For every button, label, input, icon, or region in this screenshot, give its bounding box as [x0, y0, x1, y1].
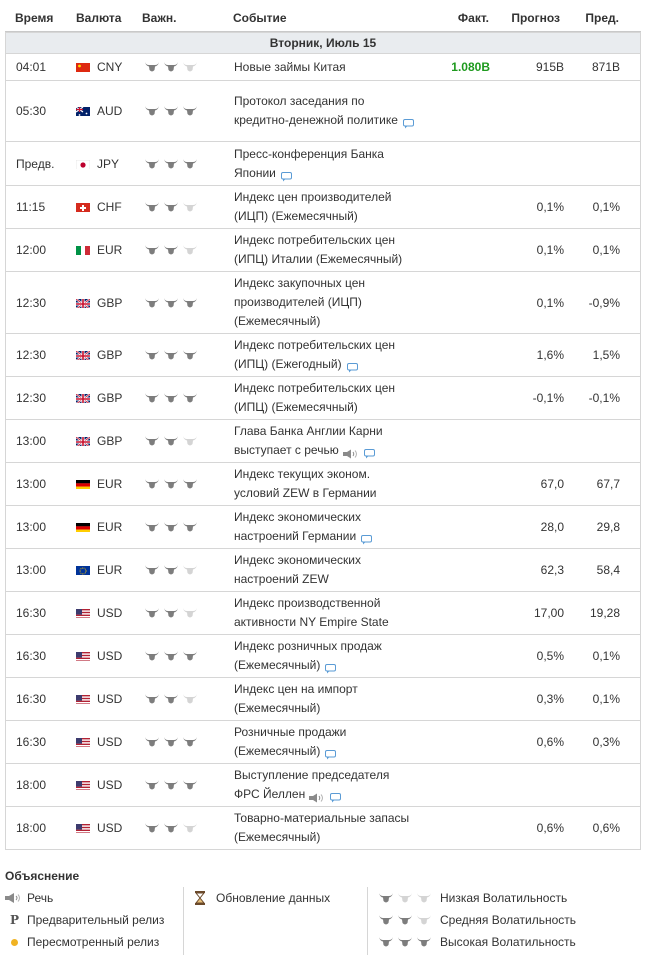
bull-icon — [163, 435, 179, 447]
event-cell — [226, 806, 416, 850]
legend-preliminary — [5, 909, 183, 931]
event-cell — [226, 185, 416, 229]
header-importance[interactable]: Важн. — [142, 11, 177, 25]
event-name[interactable]: Индекс потребительских цен (ИПЦ) (Ежемесячный) — [234, 381, 396, 414]
event-forecast: 67,0 — [540, 477, 564, 491]
bull-icon — [144, 478, 160, 490]
gb-flag-icon — [76, 298, 90, 308]
currency-code: JPY — [97, 156, 120, 171]
event-cell — [226, 55, 416, 80]
legend-high-volatility — [378, 931, 576, 953]
importance-bulls — [134, 521, 226, 533]
event-name[interactable]: Индекс закупочных цен производителей (ИЦП) (Ежемесячный) — [234, 276, 365, 328]
bull-icon — [144, 297, 160, 309]
importance-bulls — [134, 650, 226, 662]
event-name[interactable]: Пресс-конференция Банка Японии — [234, 146, 384, 180]
event-previous: 67,7 — [596, 477, 620, 491]
bull-icon — [144, 779, 160, 791]
comment-bubble-icon[interactable] — [361, 532, 372, 541]
us-flag-icon — [76, 823, 90, 833]
bull-icon — [163, 244, 179, 256]
event-previous: -0,1% — [588, 391, 620, 405]
importance-bulls — [134, 779, 226, 791]
bull-icon — [182, 564, 198, 576]
event-time: 16:30 — [16, 692, 47, 706]
bull-icon — [182, 201, 198, 213]
event-cell — [226, 271, 416, 334]
bull-icon — [144, 650, 160, 662]
legend-speech-label: Речь — [27, 891, 54, 905]
bull-icon — [182, 158, 198, 170]
event-name[interactable]: Индекс экономических настроений ZEW — [234, 553, 361, 586]
event-previous: 0,1% — [592, 243, 620, 257]
importance-bulls — [134, 564, 226, 576]
event-cell — [226, 228, 416, 272]
event-cell — [226, 462, 416, 506]
event-name[interactable]: Товарно-материальные запасы (Ежемесячный) — [234, 811, 410, 844]
bull-icon — [144, 693, 160, 705]
event-cell — [226, 505, 416, 549]
us-flag-icon — [76, 694, 90, 704]
bull-icon — [144, 435, 160, 447]
economic-calendar — [5, 5, 641, 850]
currency-code: USD — [97, 821, 123, 835]
legend-data-update — [194, 887, 367, 909]
importance-bulls — [134, 244, 226, 256]
legend — [5, 865, 641, 955]
bull-icon — [144, 564, 160, 576]
bull-icon — [397, 936, 413, 948]
event-currency — [64, 391, 134, 405]
event-name[interactable]: Индекс производственной активности NY Empire State — [234, 596, 389, 629]
bull-icon — [163, 349, 179, 361]
us-flag-icon — [76, 608, 90, 618]
table-row[interactable] — [6, 54, 640, 81]
event-currency — [64, 200, 134, 214]
table-row[interactable] — [6, 81, 640, 142]
event-name[interactable]: Индекс цен производителей (ИЦП) (Ежемесячный) — [234, 190, 392, 223]
event-previous: 19,28 — [589, 606, 620, 620]
header-previous[interactable]: Пред. — [585, 11, 619, 25]
importance-bulls — [134, 349, 226, 361]
bull-icon — [182, 822, 198, 834]
currency-code: CHF — [97, 200, 122, 214]
table-row[interactable] — [6, 272, 640, 334]
event-cell — [226, 142, 416, 186]
bull-icon — [163, 822, 179, 834]
cn-flag-icon — [76, 62, 90, 72]
bull-icon — [182, 779, 198, 791]
legend-revised — [5, 931, 183, 953]
table-row[interactable] — [6, 807, 640, 850]
bull-icon — [163, 607, 179, 619]
event-name[interactable]: Протокол заседания по кредитно-денежной политике — [234, 94, 398, 127]
importance-bulls — [134, 201, 226, 213]
currency-code: GBP — [97, 434, 123, 448]
event-time: 12:30 — [16, 391, 47, 405]
bull-icon — [416, 892, 432, 904]
bull-icon — [163, 392, 179, 404]
event-previous: 0,1% — [592, 692, 620, 706]
event-time: 12:30 — [16, 295, 47, 310]
bull-icon — [182, 244, 198, 256]
event-forecast: 62,3 — [540, 563, 564, 577]
importance-bulls — [134, 105, 226, 117]
jp-flag-icon — [76, 159, 90, 169]
event-time: 16:30 — [16, 606, 47, 620]
currency-code: CNY — [97, 60, 123, 74]
mid-volatility-bulls-icon — [378, 914, 440, 926]
table-row[interactable] — [6, 142, 640, 186]
event-forecast: 1,6% — [536, 348, 564, 362]
gb-flag-icon — [76, 436, 90, 446]
table-row[interactable] — [6, 678, 640, 721]
event-time: 04:01 — [16, 60, 47, 74]
eu-flag-icon — [76, 565, 90, 575]
legend-low-volatility — [378, 887, 576, 909]
currency-code: EUR — [97, 243, 123, 257]
comment-bubble-icon[interactable] — [364, 446, 375, 455]
event-forecast: 17,00 — [533, 606, 564, 620]
bull-icon — [144, 822, 160, 834]
event-time: 12:00 — [16, 243, 47, 257]
currency-code: USD — [97, 735, 123, 749]
bull-icon — [182, 650, 198, 662]
event-currency — [64, 477, 134, 491]
event-name[interactable]: Глава Банка Англии Карни выступает с речью — [234, 424, 383, 457]
importance-bulls — [134, 61, 226, 73]
event-time: 16:30 — [16, 649, 47, 663]
event-cell — [226, 89, 416, 133]
comment-bubble-icon[interactable] — [347, 360, 358, 369]
event-cell — [226, 634, 416, 678]
event-forecast: -0,1% — [532, 391, 564, 405]
header-forecast[interactable]: Прогноз — [511, 11, 560, 25]
table-row[interactable] — [6, 721, 640, 764]
legend-low-volatility-label: Низкая Волатильность — [440, 891, 568, 905]
event-time: 13:00 — [16, 520, 47, 534]
bull-icon — [163, 564, 179, 576]
bull-icon — [182, 478, 198, 490]
importance-bulls — [134, 297, 226, 309]
bull-icon — [182, 61, 198, 73]
bull-icon — [144, 201, 160, 213]
high-volatility-bulls-icon — [378, 936, 440, 948]
event-time: 11:15 — [16, 200, 46, 214]
hourglass-icon — [194, 891, 216, 905]
event-name[interactable]: Розничные продажи (Ежемесячный) — [234, 725, 347, 758]
event-forecast: 0,1% — [536, 295, 564, 310]
event-previous: 0,3% — [592, 735, 620, 749]
event-time: 18:00 — [16, 778, 47, 792]
event-time: 16:30 — [16, 735, 47, 749]
event-previous: 29,8 — [596, 520, 620, 534]
bull-icon — [144, 158, 160, 170]
bull-icon — [378, 936, 394, 948]
event-name[interactable]: Индекс цен на импорт (Ежемесячный) — [234, 682, 358, 715]
event-name[interactable]: Выступление председателя ФРС Йеллен — [234, 768, 390, 801]
importance-bulls — [134, 822, 226, 834]
bull-icon — [144, 105, 160, 117]
event-previous: 1,5% — [592, 348, 620, 362]
comment-bubble-icon[interactable] — [281, 169, 292, 178]
bull-icon — [416, 914, 432, 926]
currency-code: AUD — [97, 104, 123, 118]
event-previous: -0,9% — [588, 295, 620, 310]
speaker-icon — [309, 790, 325, 800]
event-forecast: 915B — [535, 60, 564, 74]
bull-icon — [182, 297, 198, 309]
comment-bubble-icon[interactable] — [325, 747, 336, 756]
bull-icon — [182, 105, 198, 117]
speaker-icon — [5, 893, 27, 903]
event-name[interactable]: Индекс розничных продаж (Ежемесячный) — [234, 639, 382, 672]
header-event[interactable]: Событие — [233, 11, 287, 25]
importance-bulls — [134, 693, 226, 705]
event-cell — [226, 720, 416, 764]
bull-icon — [397, 914, 413, 926]
table-row[interactable] — [6, 377, 640, 420]
importance-bulls — [134, 478, 226, 490]
event-currency — [64, 296, 134, 310]
event-rows — [6, 54, 640, 850]
bull-icon — [182, 392, 198, 404]
day-row: Вторник, Июль 15 — [6, 32, 640, 54]
event-currency — [64, 563, 134, 577]
de-flag-icon — [76, 522, 90, 532]
legend-title: Объяснение — [5, 869, 80, 883]
bull-icon — [163, 779, 179, 791]
currency-code: USD — [97, 692, 123, 706]
us-flag-icon — [76, 651, 90, 661]
event-cell — [226, 591, 416, 635]
event-cell — [226, 376, 416, 420]
event-time: 12:30 — [16, 348, 47, 362]
legend-high-volatility-label: Высокая Волатильность — [440, 935, 576, 949]
importance-bulls — [134, 392, 226, 404]
bull-icon — [163, 478, 179, 490]
bull-icon — [144, 736, 160, 748]
event-cell — [226, 548, 416, 592]
event-currency — [64, 434, 134, 448]
event-currency — [64, 348, 134, 362]
importance-bulls — [134, 736, 226, 748]
event-previous: 0,1% — [592, 649, 620, 663]
event-name[interactable]: Новые займы Китая — [234, 59, 346, 74]
table-row[interactable] — [6, 186, 640, 229]
currency-code: EUR — [97, 520, 123, 534]
event-time: 13:00 — [16, 477, 47, 491]
bull-icon — [416, 936, 432, 948]
comment-bubble-icon[interactable] — [330, 790, 341, 799]
it-flag-icon — [76, 245, 90, 255]
event-forecast: 0,3% — [536, 692, 564, 706]
event-currency — [64, 520, 134, 534]
event-currency — [64, 692, 134, 706]
bull-icon — [163, 61, 179, 73]
bull-icon — [163, 693, 179, 705]
bull-icon — [182, 521, 198, 533]
table-row[interactable] — [6, 334, 640, 377]
event-currency — [64, 60, 134, 74]
comment-bubble-icon[interactable] — [325, 661, 336, 670]
legend-data-update-label: Обновление данных — [216, 891, 331, 905]
table-row[interactable] — [6, 764, 640, 807]
event-time: Предв. — [16, 156, 55, 171]
importance-bulls — [134, 435, 226, 447]
header-time[interactable]: Время — [15, 11, 54, 25]
ch-flag-icon — [76, 202, 90, 212]
event-cell — [226, 763, 416, 807]
bull-icon — [163, 201, 179, 213]
bull-icon — [182, 607, 198, 619]
table-row[interactable] — [6, 229, 640, 272]
event-forecast: 28,0 — [540, 520, 564, 534]
event-time: 13:00 — [16, 434, 47, 448]
importance-bulls — [134, 158, 226, 170]
currency-code: GBP — [97, 391, 123, 405]
event-previous: 871B — [591, 60, 620, 74]
legend-preliminary-label: Предварительный релиз — [27, 913, 165, 927]
speaker-icon — [343, 446, 359, 456]
header-actual[interactable]: Факт. — [457, 11, 489, 25]
event-actual: 1.080B — [451, 60, 490, 74]
legend-column-1 — [5, 887, 183, 955]
event-currency — [64, 104, 134, 118]
bull-icon — [144, 607, 160, 619]
event-currency — [64, 243, 134, 257]
bull-icon — [163, 521, 179, 533]
gb-flag-icon — [76, 393, 90, 403]
event-name[interactable]: Индекс потребительских цен (ИПЦ) Италии (Ежемесячный) — [234, 233, 403, 266]
au-flag-icon — [76, 106, 90, 116]
bull-icon — [144, 61, 160, 73]
legend-mid-volatility — [378, 909, 576, 931]
legend-mid-volatility-label: Средняя Волатильность — [440, 913, 577, 927]
bull-icon — [182, 693, 198, 705]
event-currency — [64, 778, 134, 792]
event-previous: 58,4 — [596, 563, 620, 577]
event-time: 13:00 — [16, 563, 47, 577]
event-currency — [64, 606, 134, 620]
currency-code: GBP — [97, 295, 123, 310]
bull-icon — [163, 650, 179, 662]
table-header — [5, 5, 641, 32]
table-row[interactable] — [6, 420, 640, 463]
events-table — [5, 32, 641, 850]
gb-flag-icon — [76, 350, 90, 360]
us-flag-icon — [76, 737, 90, 747]
table-row[interactable] — [6, 635, 640, 678]
legend-column-3 — [367, 887, 576, 955]
legend-speech — [5, 887, 183, 909]
event-time: 05:30 — [16, 104, 47, 118]
currency-code: USD — [97, 606, 123, 620]
bull-icon — [163, 158, 179, 170]
importance-bulls — [134, 607, 226, 619]
bull-icon — [144, 392, 160, 404]
currency-code: EUR — [97, 477, 123, 491]
table-row[interactable] — [6, 463, 640, 506]
currency-code: USD — [97, 649, 123, 663]
event-name[interactable]: Индекс текущих эконом. условий ZEW в Германии — [234, 467, 377, 500]
bull-icon — [182, 736, 198, 748]
bull-icon — [182, 435, 198, 447]
event-time: 18:00 — [16, 821, 47, 835]
bull-icon — [163, 736, 179, 748]
event-currency — [64, 735, 134, 749]
table-row[interactable] — [6, 549, 640, 592]
event-cell — [226, 419, 416, 463]
currency-code: USD — [97, 778, 123, 792]
bull-icon — [163, 105, 179, 117]
table-row[interactable] — [6, 592, 640, 635]
de-flag-icon — [76, 479, 90, 489]
comment-bubble-icon[interactable] — [403, 116, 414, 125]
bull-icon — [144, 349, 160, 361]
us-flag-icon — [76, 780, 90, 790]
event-name[interactable]: Индекс экономических настроений Германии — [234, 510, 361, 543]
event-cell — [226, 677, 416, 721]
low-volatility-bulls-icon — [378, 892, 440, 904]
event-forecast: 0,5% — [536, 649, 564, 663]
bull-icon — [397, 892, 413, 904]
event-currency — [64, 649, 134, 663]
event-cell — [226, 333, 416, 377]
revised-dot-icon — [5, 939, 27, 946]
event-forecast: 0,6% — [536, 735, 564, 749]
event-previous: 0,6% — [592, 821, 620, 835]
bull-icon — [144, 244, 160, 256]
event-forecast: 0,1% — [536, 243, 564, 257]
event-forecast: 0,6% — [536, 821, 564, 835]
event-currency — [64, 157, 134, 171]
table-row[interactable] — [6, 506, 640, 549]
event-forecast: 0,1% — [536, 200, 564, 214]
event-previous: 0,1% — [592, 200, 620, 214]
currency-code: GBP — [97, 348, 123, 362]
preliminary-p-icon: P — [10, 913, 20, 927]
event-name[interactable]: Индекс потребительских цен (ИПЦ) (Ежегодный) — [234, 338, 396, 371]
legend-revised-label: Пересмотренный релиз — [27, 935, 160, 949]
event-currency — [64, 821, 134, 835]
bull-icon — [182, 349, 198, 361]
header-currency[interactable]: Валюта — [76, 11, 122, 25]
bull-icon — [144, 521, 160, 533]
bull-icon — [163, 297, 179, 309]
bull-icon — [378, 914, 394, 926]
legend-column-2 — [183, 887, 367, 955]
currency-code: EUR — [97, 563, 123, 577]
bull-icon — [378, 892, 394, 904]
